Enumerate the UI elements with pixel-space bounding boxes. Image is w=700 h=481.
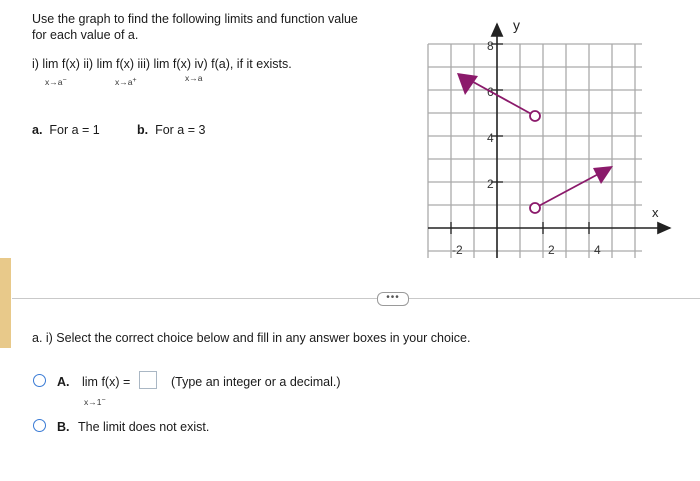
case-a: a. For a = 1 xyxy=(32,123,100,137)
choice-a-radio[interactable] xyxy=(33,374,46,387)
choice-b-label: B. xyxy=(57,420,70,434)
answer-prompt: a. i) Select the correct choice below and fill in any answer boxes in your choice. xyxy=(32,331,471,345)
open-point-lower xyxy=(530,203,540,213)
y-tick-2: 2 xyxy=(487,177,494,191)
choice-b-text: The limit does not exist. xyxy=(78,420,210,434)
y-tick-4: 4 xyxy=(487,131,494,145)
x-tick-2: 2 xyxy=(548,243,555,257)
more-button[interactable]: ••• xyxy=(377,292,409,306)
choice-a-limit-text: lim f(x) = xyxy=(82,375,131,389)
choice-b-radio[interactable] xyxy=(33,419,46,432)
left-arrowhead xyxy=(457,73,478,95)
x-tick-4: 4 xyxy=(594,243,601,257)
section-divider xyxy=(12,298,700,299)
choice-a-label: A. xyxy=(57,375,70,389)
answer-input-box[interactable] xyxy=(139,371,157,389)
open-point-upper xyxy=(530,111,540,121)
question-intro-line2: for each value of a. xyxy=(32,28,139,42)
case-b: b. For a = 3 xyxy=(137,123,206,137)
y-tick-8: 8 xyxy=(487,39,494,53)
y-tick-6: 6 xyxy=(487,85,494,99)
limit-sub-two-sided: x→a xyxy=(185,73,203,83)
x-tick-neg2: -2 xyxy=(452,243,463,257)
choice-a-hint: (Type an integer or a decimal.) xyxy=(171,375,341,389)
choice-a-sub: x→1− xyxy=(84,397,106,407)
left-segment xyxy=(466,78,535,116)
y-axis-label: y xyxy=(513,17,520,33)
x-axis-label: x xyxy=(652,205,659,220)
right-segment xyxy=(535,171,604,208)
limit-sub-right: x→a+ xyxy=(115,77,137,87)
limit-sub-left: x→a− xyxy=(45,77,67,87)
question-intro-line1: Use the graph to find the following limits and function value xyxy=(32,12,358,26)
question-parts: i) lim f(x) ii) lim f(x) iii) lim f(x) iv) f(a), if it exists. xyxy=(32,57,292,71)
